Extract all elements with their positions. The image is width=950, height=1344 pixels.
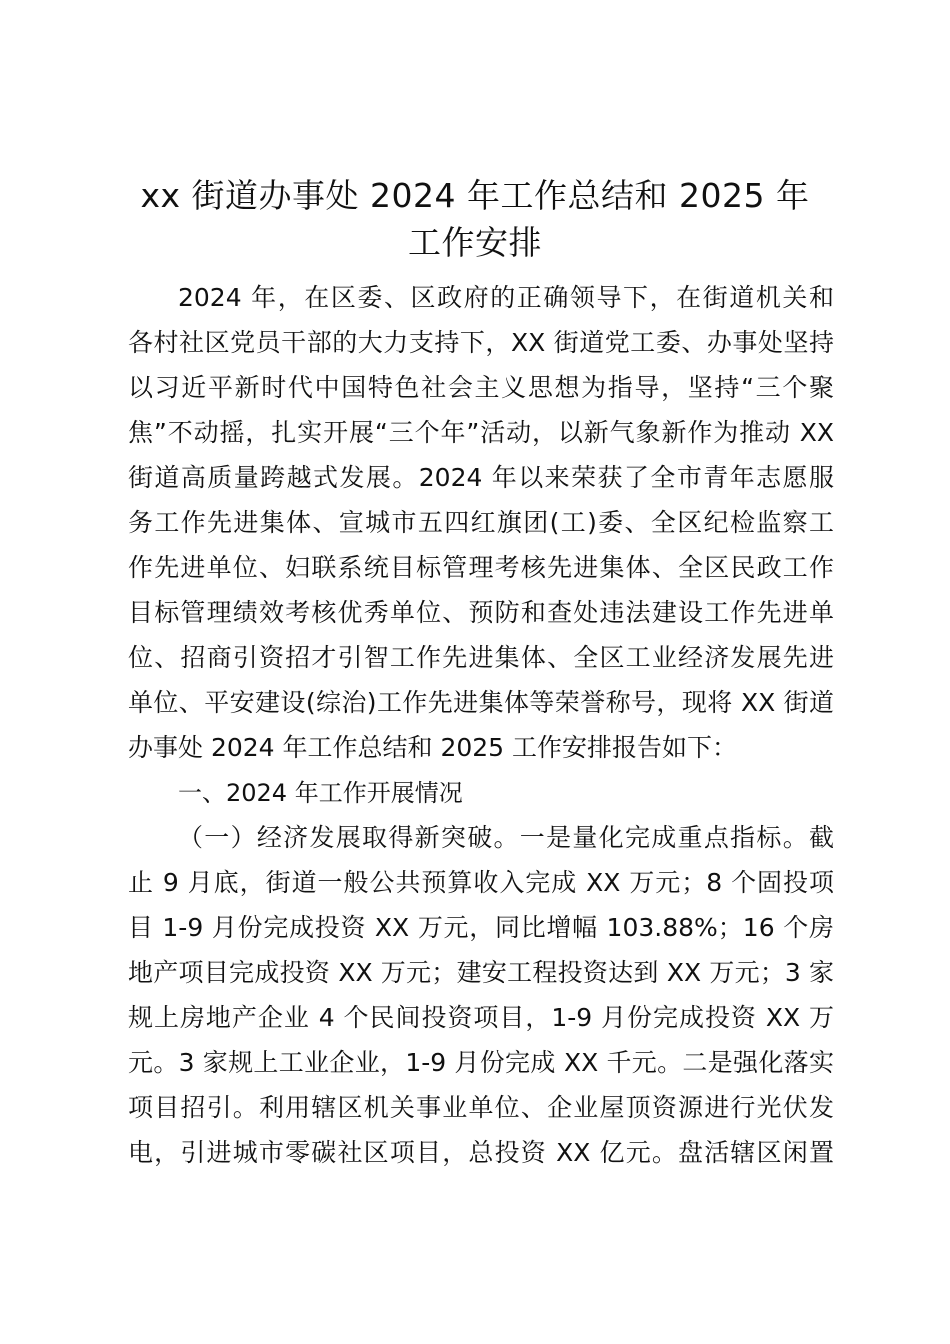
paragraph-line: 目 1-9 月份完成投资 XX 万元，同比增幅 103.88%；16 个房: [128, 913, 834, 942]
paragraph-line: 2024 年，在区委、区政府的正确领导下，在街道机关和: [178, 283, 834, 312]
paragraph-line: （一）经济发展取得新突破。一是量化完成重点指标。截: [178, 823, 834, 852]
paragraph-line: 元。3 家规上工业企业，1-9 月份完成 XX 千元。二是强化落实: [128, 1048, 834, 1077]
document-title-line-2: 工作安排: [408, 223, 542, 262]
paragraph-line: 以习近平新时代中国特色社会主义思想为指导，坚持“三个聚: [128, 373, 834, 402]
paragraph-line: 办事处 2024 年工作总结和 2025 工作安排报告如下：: [128, 733, 738, 762]
paragraph-line: 项目招引。利用辖区机关事业单位、企业屋顶资源进行光伏发: [128, 1093, 834, 1122]
paragraph-line: 规上房地产企业 4 个民间投资项目，1-9 月份完成投资 XX 万: [128, 1003, 834, 1032]
paragraph-line: 电，引进城市零碳社区项目，总投资 XX 亿元。盘活辖区闲置: [128, 1138, 834, 1167]
paragraph-line: 街道高质量跨越式发展。2024 年以来荣获了全市青年志愿服: [128, 463, 834, 492]
paragraph-line: 目标管理绩效考核优秀单位、预防和查处违法建设工作先进单: [128, 598, 834, 627]
document-title-line-1: xx 街道办事处 2024 年工作总结和 2025 年: [140, 176, 810, 215]
paragraph-line: 各村社区党员干部的大力支持下，XX 街道党工委、办事处坚持: [128, 328, 834, 357]
paragraph-line: 止 9 月底，街道一般公共预算收入完成 XX 万元；8 个固投项: [128, 868, 834, 897]
paragraph-line: 作先进单位、妇联系统目标管理考核先进集体、全区民政工作: [128, 553, 834, 582]
section-heading: 一、2024 年工作开展情况: [178, 779, 463, 807]
paragraph-line: 焦”不动摇，扎实开展“三个年”活动，以新气象新作为推动 XX: [128, 418, 834, 447]
paragraph-line: 位、招商引资招才引智工作先进集体、全区工业经济发展先进: [128, 643, 834, 672]
paragraph-line: 单位、平安建设(综治)工作先进集体等荣誉称号，现将 XX 街道: [128, 688, 834, 717]
paragraph-line: 务工作先进集体、宣城市五四红旗团(工)委、全区纪检监察工: [128, 508, 834, 537]
paragraph-line: 地产项目完成投资 XX 万元；建安工程投资达到 XX 万元；3 家: [128, 958, 834, 987]
